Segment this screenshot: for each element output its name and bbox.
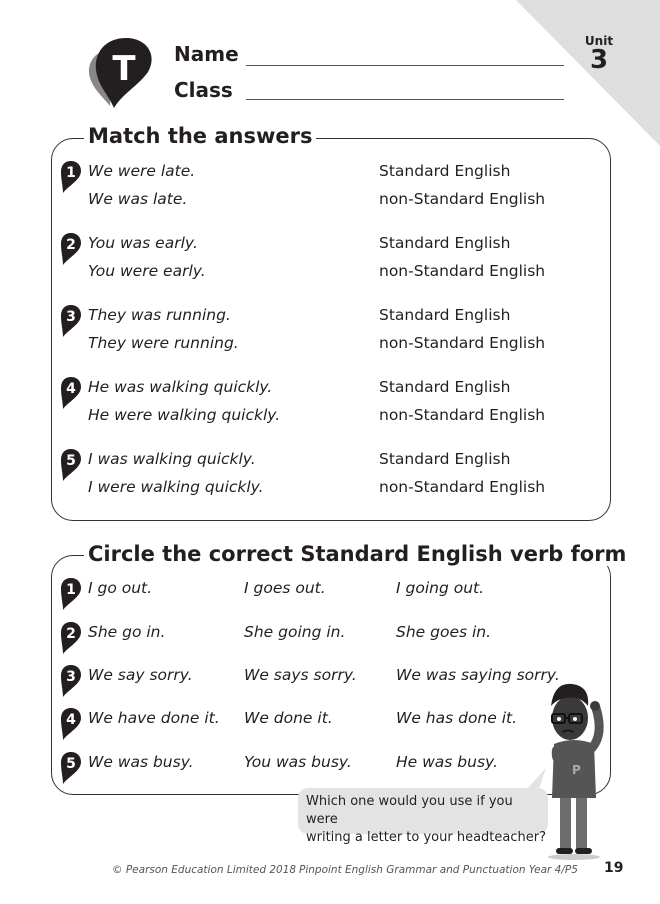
class-label: Class <box>174 78 233 102</box>
option-non-standard[interactable]: non-Standard English <box>379 334 546 352</box>
verb-option[interactable]: We has done it. <box>396 709 518 727</box>
name-label: Name <box>174 42 239 66</box>
svg-text:3: 3 <box>66 309 76 325</box>
unit-number: 3 <box>589 45 609 75</box>
page-number: 19 <box>604 860 624 876</box>
verb-option[interactable]: We have done it. <box>88 709 220 727</box>
class-input-line[interactable] <box>246 99 564 100</box>
svg-text:4: 4 <box>66 381 76 397</box>
sentence-b: He were walking quickly. <box>88 406 281 424</box>
sentence-a: You was early. <box>88 234 198 252</box>
svg-text:3: 3 <box>66 669 76 685</box>
option-non-standard[interactable]: non-Standard English <box>379 478 546 496</box>
number-marker-icon <box>60 707 82 741</box>
svg-text:4: 4 <box>66 712 76 728</box>
unit-label: Unit <box>584 34 614 48</box>
option-standard[interactable]: Standard English <box>379 234 511 252</box>
verb-option[interactable]: He was busy. <box>396 753 498 771</box>
name-input-line[interactable] <box>246 65 564 66</box>
section1-title: Match the answers <box>84 124 316 148</box>
verb-option[interactable]: She go in. <box>88 623 166 641</box>
option-standard[interactable]: Standard English <box>379 378 511 396</box>
section2-title: Circle the correct Standard English verb form <box>84 542 630 566</box>
option-standard[interactable]: Standard English <box>379 306 511 324</box>
verb-option[interactable]: We was saying sorry. <box>396 666 560 684</box>
sentence-a: They was running. <box>88 306 231 324</box>
thinking-boy-illustration <box>538 674 610 860</box>
svg-text:5: 5 <box>66 453 76 469</box>
speech-bubble <box>298 788 548 845</box>
option-standard[interactable]: Standard English <box>379 450 511 468</box>
number-marker-icon <box>60 751 82 785</box>
sentence-b: You were early. <box>88 262 206 280</box>
sentence-b: I were walking quickly. <box>88 478 264 496</box>
logo-letter: T <box>112 49 136 89</box>
sentence-a: I was walking quickly. <box>88 450 256 468</box>
speech-bubble-line: writing a letter to your headteacher? <box>306 830 546 845</box>
sentence-b: We was late. <box>88 190 188 208</box>
number-marker-icon <box>60 304 82 338</box>
number-marker-icon <box>60 376 82 410</box>
number-marker-icon <box>60 448 82 482</box>
verb-option[interactable]: We done it. <box>244 709 333 727</box>
pinpoint-logo-icon <box>86 36 160 110</box>
svg-text:2: 2 <box>66 626 76 642</box>
verb-option[interactable]: I goes out. <box>244 579 326 597</box>
option-non-standard[interactable]: non-Standard English <box>379 190 546 208</box>
option-standard[interactable]: Standard English <box>379 162 511 180</box>
copyright: © Pearson Education Limited 2018 <box>112 864 297 876</box>
book-title: Pinpoint English Grammar and Punctuation Year 4/P5 <box>299 864 578 876</box>
verb-option[interactable]: She going in. <box>244 623 346 641</box>
speech-bubble-line: Which one would you use if you were <box>306 794 513 827</box>
number-marker-icon <box>60 232 82 266</box>
verb-option[interactable]: I go out. <box>88 579 153 597</box>
svg-text:1: 1 <box>66 165 76 181</box>
option-non-standard[interactable]: non-Standard English <box>379 262 546 280</box>
svg-text:P: P <box>572 763 581 777</box>
verb-option[interactable]: We says sorry. <box>244 666 357 684</box>
sentence-a: He was walking quickly. <box>88 378 273 396</box>
verb-option[interactable]: We was busy. <box>88 753 194 771</box>
svg-text:2: 2 <box>66 237 76 253</box>
sentence-b: They were running. <box>88 334 239 352</box>
number-marker-icon <box>60 621 82 655</box>
verb-option[interactable]: She goes in. <box>396 623 492 641</box>
svg-text:5: 5 <box>66 756 76 772</box>
number-marker-icon <box>60 577 82 611</box>
sentence-a: We were late. <box>88 162 196 180</box>
verb-option[interactable]: You was busy. <box>244 753 352 771</box>
verb-option[interactable]: We say sorry. <box>88 666 193 684</box>
option-non-standard[interactable]: non-Standard English <box>379 406 546 424</box>
verb-option[interactable]: I going out. <box>396 579 485 597</box>
svg-text:1: 1 <box>66 582 76 598</box>
number-marker-icon <box>60 664 82 698</box>
number-marker-icon <box>60 160 82 194</box>
